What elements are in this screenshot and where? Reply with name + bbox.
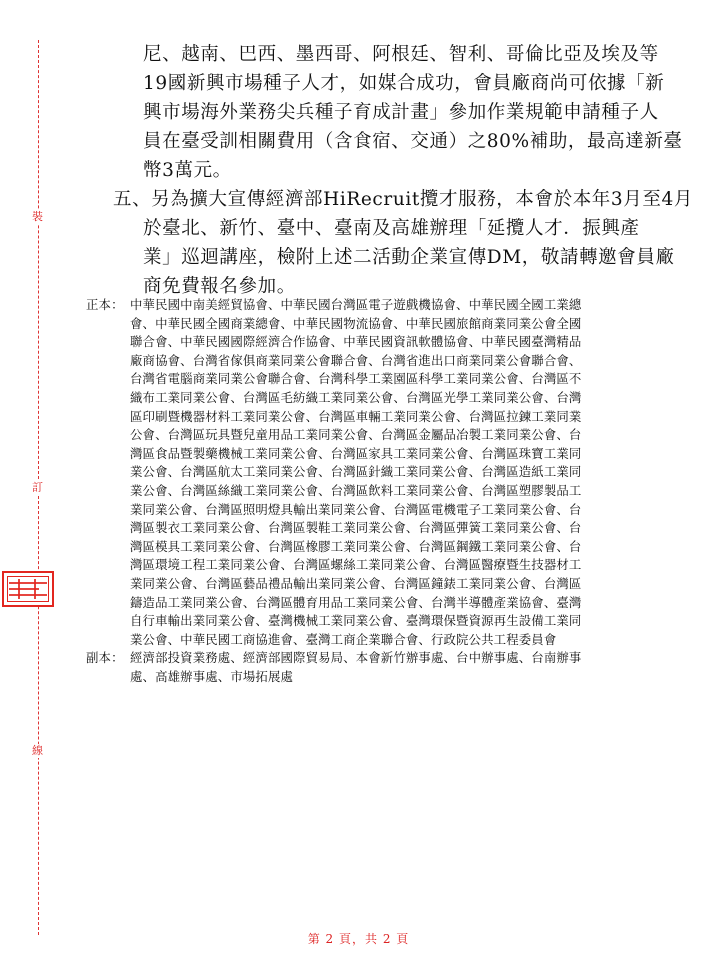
body-line: 於臺北、新竹、臺中、臺南及高雄辦理「延攬人才．振興產: [143, 218, 640, 239]
main-recipients-line: 灣區環境工程工業同業公會、台灣區螺絲工業同業公會、台灣區醫療暨生技器材工: [130, 557, 582, 573]
main-recipients-line: 灣區模具工業同業公會、台灣區橡膠工業同業公會、台灣區鋼鐵工業同業公會、台: [130, 538, 582, 554]
page-number: 第 2 頁，共 2 頁: [307, 932, 410, 946]
main-recipients-line: 台灣省電腦商業同業公會聯合會、台灣科學工業園區科學工業同業公會、台灣區不: [130, 371, 582, 387]
main-recipients-line: 中華民國中南美經貿協會、中華民國台灣區電子遊戲機協會、中華民國全國工業總: [130, 297, 582, 312]
binding-mark-ding: 訂: [32, 481, 43, 494]
copy-recipients-line: 處、高雄辦事處、市場拓展處: [130, 668, 294, 684]
body-line: 幣3萬元。: [143, 160, 232, 181]
body-line: 業」巡迴講座，檢附上述二活動企業宣傳DM，敬請轉邀會員廠: [143, 247, 675, 268]
body-line: 19國新興市場種子人才，如媒合成功，會員廠商尚可依據「新: [143, 73, 665, 94]
body-line: 商免費報名參加。: [143, 276, 296, 297]
recipients-block: [86, 296, 686, 686]
main-recipients-line: 業同業公會、台灣區照明燈具輸出業同業公會、台灣區電機電子工業同業公會、台: [130, 501, 582, 517]
binding-mark-xian: 線: [32, 744, 43, 757]
letter-body: [113, 40, 693, 301]
main-recipients-label: 正本：: [86, 297, 124, 312]
copy-recipients-label: 副本：: [86, 650, 124, 666]
binding-mark-zhuang: 裝: [32, 210, 43, 223]
main-recipients-line: 業公會、台灣區航太工業同業公會、台灣區針織工業同業公會、台灣區造紙工業同: [130, 464, 582, 480]
main-recipients-line: 灣區食品暨製藥機械工業同業公會、台灣區家具工業同業公會、台灣區珠寶工業同: [130, 445, 582, 461]
main-recipients-line: 自行車輸出業同業公會、臺灣機械工業同業公會、臺灣環保暨資源再生設備工業同: [130, 613, 582, 629]
main-recipients-line: 廠商協會、台灣省傢俱商業同業公會聯合會、台灣省進出口商業同業公會聯合會、: [130, 352, 582, 368]
main-recipients-line: 灣區製衣工業同業公會、台灣區製鞋工業同業公會、台灣區彈簧工業同業公會、台: [130, 520, 582, 536]
main-recipients-line: 業同業公會、台灣區藝品禮品輸出業同業公會、台灣區鐘錶工業同業公會、台灣區: [130, 575, 582, 591]
body-line: 尼、越南、巴西、墨西哥、阿根廷、智利、哥倫比亞及埃及等: [143, 44, 659, 65]
body-item-5-line: 五、另為擴大宣傳經濟部HiRecruit攬才服務，本會於本年3月至4月: [113, 189, 693, 210]
main-recipients-line: 業公會、台灣區絲織工業同業公會、台灣區飲料工業同業公會、台灣區塑膠製品工: [130, 482, 582, 498]
seal-stamp: [2, 571, 54, 607]
main-recipients-line: 業公會、中華民國工商協進會、臺灣工商企業聯合會、行政院公共工程委員會: [130, 631, 557, 647]
copy-recipients-line: 經濟部投資業務處、經濟部國際貿易局、本會新竹辦事處、台中辦事處、台南辦事: [130, 650, 582, 666]
main-recipients-line: 區印刷暨機器材料工業同業公會、台灣區車輛工業同業公會、台灣區拉鍊工業同業: [130, 408, 582, 424]
body-line: 員在臺受訓相關費用（含食宿、交通）之80%補助，最高達新臺: [143, 131, 683, 152]
main-recipients-line: 會、中華民國全國商業總會、中華民國物流協會、中華民國旅館商業同業公會全國: [130, 315, 582, 331]
main-recipients-line: 織布工業同業公會、台灣區毛紡織工業同業公會、台灣區光學工業同業公會、台灣: [130, 389, 582, 405]
main-recipients-line: 聯合會、中華民國國際經濟合作協會、中華民國資訊軟體協會、中華民國臺灣精品: [130, 334, 582, 350]
main-recipients-line: 公會、台灣區玩具暨兒童用品工業同業公會、台灣區金屬品冶製工業同業公會、台: [130, 427, 582, 443]
main-recipients-line: 鑄造品工業同業公會、台灣區體育用品工業同業公會、台灣半導體產業協會、臺灣: [130, 594, 582, 610]
body-line: 興市場海外業務尖兵種子育成計畫」參加作業規範申請種子人: [143, 102, 659, 123]
